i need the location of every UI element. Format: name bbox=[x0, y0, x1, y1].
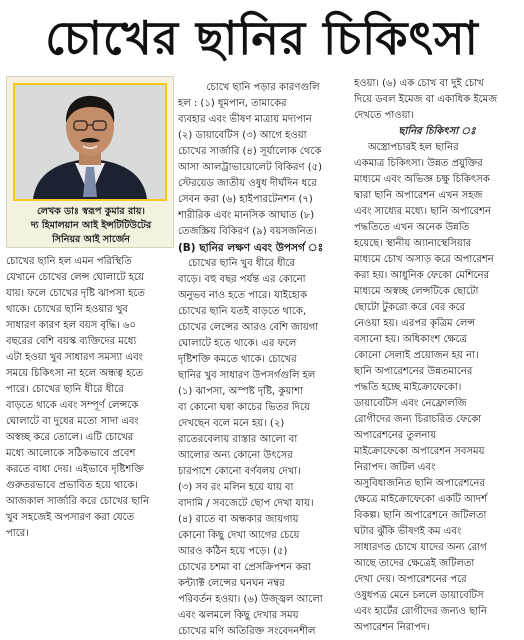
text-line: মধ্যে আলোকে সঠিকভাবে প্রবেশ bbox=[6, 448, 136, 459]
article-column-1 bbox=[6, 76, 174, 542]
text-line: থাকে। চোখের ছানি হওয়ার খুব bbox=[6, 304, 128, 315]
text-line: পরিবর্তন হওয়া। (৬) উজ্জ্বল আলো bbox=[178, 594, 323, 605]
text-line: আসা আলট্রাভায়োলেট বিকিরণ (৫) bbox=[178, 162, 323, 173]
author-portrait-image bbox=[15, 85, 165, 199]
text-line: এবং সাধ্যের মধ্যে। ছানি অপারেশন bbox=[354, 206, 491, 217]
text-line: হয়েছে। স্থানীয় অ্যানাস্থেসিয়ার bbox=[354, 238, 472, 249]
text-line: ঘোলাটে বা দুধের মতো সাদা এবং bbox=[6, 416, 139, 427]
text-line: স্টেরয়েড জাতীয় ওষুধ দীর্ঘদিন ধরে bbox=[178, 178, 317, 189]
text-line: চারপাশে কোনো বর্ণবলয় দেখা। bbox=[178, 466, 301, 477]
article-headline: চোখের ছানির চিকিৎসা bbox=[45, 11, 479, 65]
author-caption bbox=[7, 205, 174, 247]
author-caption-line: সিনিয়র আই সার্জেন bbox=[52, 234, 130, 245]
author-caption-line: দ্য হিমালয়ান আই ইন্সটিটিউটের bbox=[30, 220, 152, 231]
text-line: চোখের সার্জারি (৪) সূর্যালোক থেকে bbox=[178, 146, 322, 157]
text-line: বছরের বেশি বয়স্ক ব্যক্তিদের মধ্যে bbox=[6, 336, 137, 347]
text-line: আজকাল সার্জারি করে চোখের ছানি bbox=[6, 496, 150, 507]
text-line: চোখের চশমা বা প্রেসক্রিপশন করা bbox=[178, 562, 311, 573]
text-line: ওষুধপত্র মেনে চললে ডায়াবেটিস bbox=[354, 590, 484, 601]
text-line: যায়। ফলে চোখের দৃষ্টি ঝাপসা হতে bbox=[6, 288, 145, 299]
text-line: বাদামি / সবজেটে ছোপ দেখা যায়। bbox=[178, 498, 314, 509]
text-line: চোখের ছানি খুব ধীরে ধীরে bbox=[188, 258, 296, 269]
text-line: কন্ট্যাক্ট লেন্সের ঘনঘন নম্বর bbox=[178, 578, 285, 589]
text-line: দৃষ্টিশক্তি কমতে থাকে। চোখের bbox=[178, 354, 297, 365]
text-line: খুব সহজেই অপসারণ করা যেতে bbox=[6, 512, 135, 523]
text-line: এটা হওয়া খুব সাধারণ সমস্যা এবং bbox=[6, 352, 143, 363]
text-line: চোখের ছানি হল এমন পরিস্থিতি bbox=[6, 256, 132, 267]
text-line: হওয়া। (৬) এক চোখ বা দুই চোখ bbox=[354, 78, 484, 89]
text-line: গুরুতরভাবে প্রভাবিত হয়ে থাকে। bbox=[6, 480, 138, 491]
text-line: করা হয়। আধুনিক ফেকো মেশিনের bbox=[354, 270, 490, 281]
column-1-body bbox=[6, 254, 174, 542]
text-line: এবং ঝলমলে কিছু দেখার সময় bbox=[178, 610, 299, 621]
text-line: চোখের লেন্সের আরও বেশি জায়গা bbox=[178, 322, 319, 333]
section-heading: ছানির চিকিৎসা ঃ bbox=[398, 126, 476, 137]
author-caption-line: লেখক ডাঃ স্বরূপ কুমার রায়। bbox=[37, 206, 145, 217]
text-line: আছে তাদের ক্ষেত্রেই জটিলতা bbox=[354, 558, 475, 569]
text-line: একমাত্র চিকিৎসা। উন্নত প্রযুক্তির bbox=[354, 158, 483, 169]
text-line: নেওয়া হয়। এরপর কৃত্রিম লেন্স bbox=[354, 318, 476, 329]
author-photo bbox=[13, 83, 167, 201]
text-line: করতে বাধা দেয়। এইভাবে দৃষ্টিশক্তি bbox=[6, 464, 144, 475]
text-line: চোখের মণি অতিরিক্ত সংবেদনশীল bbox=[178, 626, 316, 637]
text-line: শারীরিক এবং মানসিক আঘাত (৮) bbox=[178, 210, 315, 221]
text-line: কোনো কিছু দেখা আগের চেয়ে bbox=[178, 530, 300, 541]
text-line: এবং হার্টের রোগীদের জন্যও ছানি bbox=[354, 606, 487, 617]
text-line: দেখতে পাওয়া। bbox=[354, 110, 414, 121]
text-line: বাড়তে থাকে এবং সম্পূর্ণ লেন্সকে bbox=[6, 400, 139, 411]
text-line: দ্বারা ছানি অপারেশন এখন সহজ bbox=[354, 190, 483, 201]
text-line: সেবন করা (৬) হাইপারটেনশন (৭) bbox=[178, 194, 313, 205]
text-line: সাধারণত চোখে যাদের অন্য রোগ bbox=[354, 542, 487, 553]
text-line: যেখানে চোখের লেন্স ঘোলাটে হয়ে bbox=[6, 272, 144, 283]
text-line: সাধারণ কারণ হল বয়স বৃদ্ধি। ৬০ bbox=[6, 320, 137, 331]
section-heading: (B) ছানির লক্ষণ এবং উপসর্গ ঃ bbox=[178, 242, 324, 254]
text-line: (২) ডায়াবেটিস (৩) আগে হওয়া bbox=[178, 130, 307, 141]
text-line: মাধ্যমে চোখ অসাড় করে অপারেশন bbox=[354, 254, 494, 265]
text-line: ঘোলাটে হতে থাকে। এর ফলে bbox=[178, 338, 297, 349]
text-line: কোনো সেলাই প্রয়োজন হয় না। bbox=[354, 350, 479, 361]
text-line: অস্ত্রোপচারই হল ছানির bbox=[368, 142, 459, 153]
text-line: আলোর অন্য কোনো উৎসের bbox=[178, 450, 293, 461]
text-line: বাড়ে। বহু বছর পর্যন্ত এর কোনো bbox=[178, 274, 306, 285]
article-column-2 bbox=[178, 80, 348, 640]
text-line: দেখা দেয়। অপারেশনের পরে bbox=[354, 574, 467, 585]
text-line: ছানির খুব সাধারণ উপসর্গগুলি হল bbox=[178, 370, 316, 381]
author-photo-box bbox=[6, 76, 174, 248]
text-line: পারে। চোখের ছানি ধীরে ধীরে bbox=[6, 384, 124, 395]
text-line: পারে। bbox=[6, 528, 29, 539]
text-line: ডায়াবেটিস এবং নেফ্রোলজি bbox=[354, 398, 467, 409]
text-line: নিরাপদ। জটিল এবং bbox=[354, 462, 436, 473]
text-line: চোখের ছানি যতই বাড়তে থাকে, bbox=[178, 306, 307, 317]
text-line: চোখে ছানি পড়ার কারণগুলি bbox=[206, 82, 320, 93]
text-line: অস্বচ্ছ করে তোলে। এটি চোখের bbox=[6, 432, 134, 443]
text-line: বা কোনো ঘষা কাচের ভিতর দিয়ে bbox=[178, 402, 310, 413]
text-line: রাতেরবেলায় রাস্তার আলো বা bbox=[178, 434, 298, 445]
text-line: ক্ষেত্রে মাইক্রোফেকো একটি আদর্শ bbox=[354, 494, 487, 505]
text-line: হল : (১) ধূমপান, তামাকের bbox=[178, 98, 287, 109]
text-line: বসানো হয়। অধিকাংশ ক্ষেত্রে bbox=[354, 334, 467, 345]
text-line: পদ্ধতিতে এখন অনেক উন্নতি bbox=[354, 222, 470, 233]
text-line: পদ্ধতি হচ্ছে মাইক্রোফেকো। bbox=[354, 382, 462, 393]
text-line: বিকল্প। ছানি অপারেশনে জটিলতা bbox=[354, 510, 487, 521]
text-line: অপারেশন নিরাপদ। bbox=[354, 622, 430, 633]
text-line: দিয়ে ডবল ইমেজ বা একাধিক ইমেজ bbox=[354, 94, 498, 105]
text-line: মাধ্যমে অস্বচ্ছ লেন্সটিকে ছোটো bbox=[354, 286, 479, 297]
text-line: ছোটো টুকরো করে বের করে bbox=[354, 302, 466, 313]
text-line: আরও কঠিন হয়ে পড়ে। (৫) bbox=[178, 546, 288, 557]
text-line: অসুবিধাজনিত ছানি অপারেশনের bbox=[354, 478, 485, 489]
text-line: ঘটার ঝুঁকি ভীষণই কম এবং bbox=[354, 526, 462, 537]
text-line: ছানি অপারেশনের উন্নতমানের bbox=[354, 366, 473, 377]
text-line: মাইক্রোফেকো অপারেশন সবসময় bbox=[354, 446, 485, 457]
article-column-3 bbox=[354, 76, 520, 636]
text-line: ব্যবহার এবং ভীষণ মাত্রায় মদ্যপান bbox=[178, 114, 312, 125]
text-line: রোগীদের জন্য চিরাচরিত ফেকো bbox=[354, 414, 482, 425]
text-line: অপারেশনের তুলনায় bbox=[354, 430, 437, 441]
text-line: দেখছেন বলে মনে হয়। (২) bbox=[178, 418, 285, 429]
text-line: (১) ঝাপসা, অস্পষ্ট দৃষ্টি, কুয়াশা bbox=[178, 386, 303, 397]
text-line: (৪) রাতে বা অন্ধকার জায়গায় bbox=[178, 514, 299, 525]
text-line: তেজস্ক্রিয় বিকিরণ (৯) বয়সজনিত। bbox=[178, 226, 317, 237]
text-line: সময়ে চিকিৎসা না হলে অন্ধত্ব হতে bbox=[6, 368, 143, 379]
text-line: মাধ্যমে এবং অভিজ্ঞ চক্ষু চিকিৎসক bbox=[354, 174, 490, 185]
text-line: (৩) সব রং মলিন হয়ে যায় বা bbox=[178, 482, 294, 493]
text-line: অনুভব নাও হতে পারে। যাইহোক bbox=[178, 290, 308, 301]
